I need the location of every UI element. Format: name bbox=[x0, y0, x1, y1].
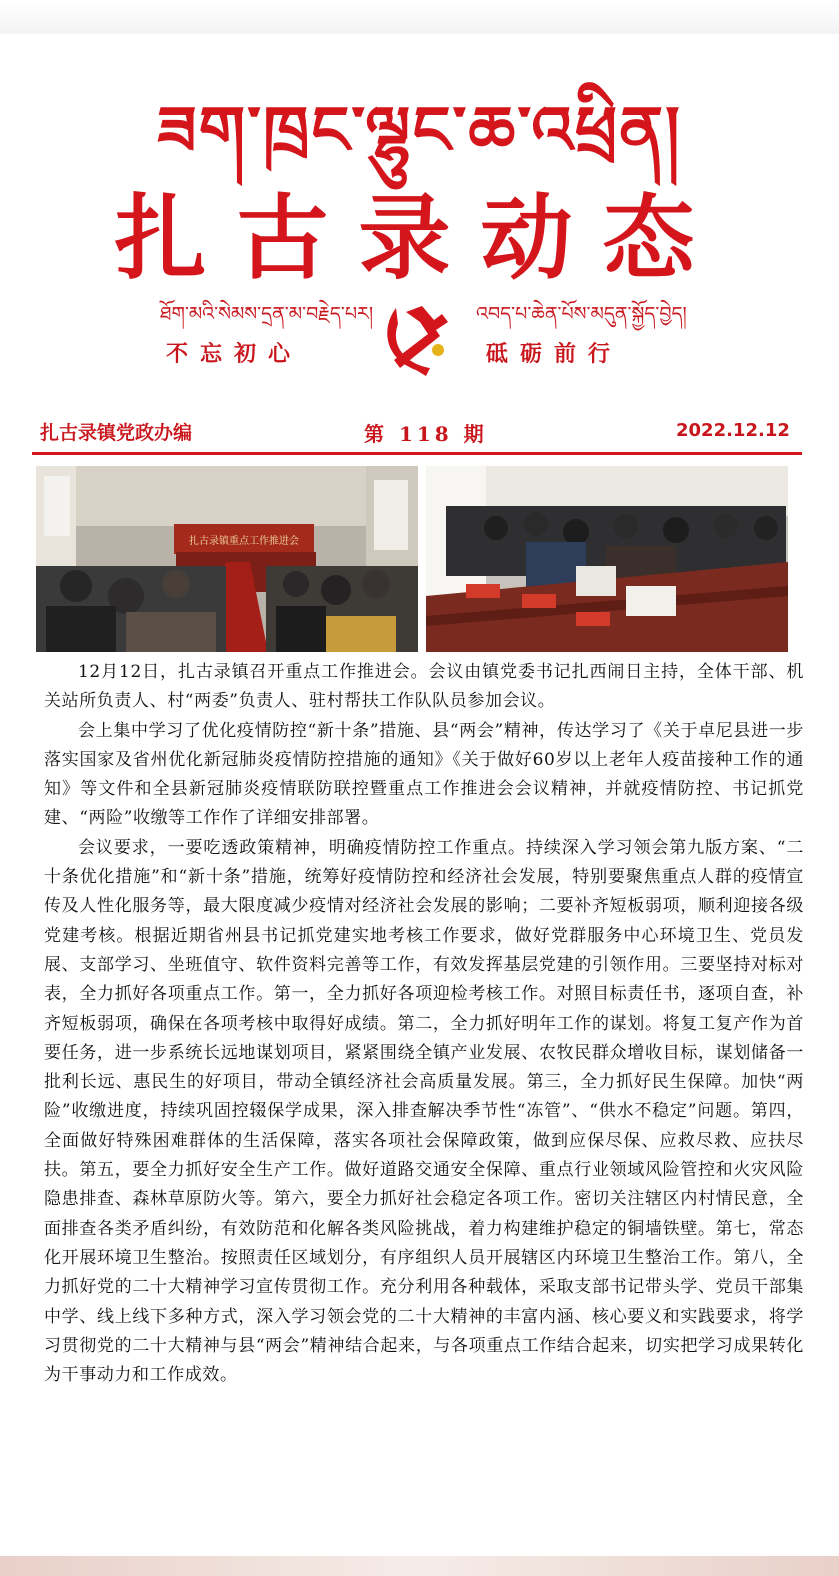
article-body bbox=[44, 658, 804, 1390]
editor-label: 扎古录镇党政办编 bbox=[40, 422, 193, 444]
tibetan-masthead-title: ཟག་ཁྲང་ལྷུང་ཆ་འཕྲིན། bbox=[157, 91, 682, 169]
bottom-bar bbox=[0, 1556, 839, 1576]
meeting-photo-left bbox=[36, 466, 418, 652]
header-divider bbox=[32, 452, 802, 455]
slogan-right: 砥砺前行 bbox=[486, 342, 623, 367]
slogan-tibetan-right: འབད་པ་ཆེན་པོས་མདུན་སྐྱོད་བྱེད། bbox=[476, 303, 687, 325]
party-emblem-icon bbox=[376, 298, 462, 378]
slogan-left: 不忘初心 bbox=[166, 342, 303, 367]
issue-number: 第 118 期 bbox=[364, 422, 488, 446]
article-paragraph: 会上集中学习了优化疫情防控“新十条”措施、县“两会”精神，传达学习了《关于卓尼县进一步落实国家及省州优化新冠肺炎疫情防控措施的通知》《关于做好60岁以上老年人疫苗接种工作的通知》等文件和全县新冠肺炎疫情联防联控暨重点工作推进会会议精神，并就疫情防控、书记抓党建、“两险”收缴等工作作了详细安排部署。 bbox=[44, 720, 804, 829]
banner-text: 扎古录镇重点工作推进会 bbox=[189, 536, 299, 547]
top-bar bbox=[0, 0, 839, 34]
article-paragraph: 12月12日，扎古录镇召开重点工作推进会。会议由镇党委书记扎西闹日主持，全体干部、机关站所负责人、村“两委”负责人、驻村帮扶工作队队员参加会议。 bbox=[44, 662, 804, 712]
slogan-tibetan-left: ཐོག་མའི་སེམས་དྲན་མ་བརྗེད་པར། bbox=[160, 303, 374, 325]
meeting-photo-right bbox=[426, 466, 788, 652]
article-paragraph: 会议要求，一要吃透政策精神，明确疫情防控工作重点。持续深入学习领会第九版方案、“二十条优化措施”和“新十条”措施，统筹好疫情防控和经济社会发展，特别要聚焦重点人群的疫情宣传及人性化服务等，最大限度减少疫情对经济社会发展的影响；二要补齐短板弱项，顺利迎接各级党建考核。根据近期省州县书记抓党建实地考核工作要求，做好党群服务中心环境卫生、党员发展、支部学习、坐班值守、软件资料完善等工作，有效发挥基层党建的引领作用。三要坚持对标对表，全力抓好各项重点工作。第一，全力抓好各项迎检考核工作。对照目标责任书，逐项自查，补齐短板弱项，确保在各项考核中取得好成绩。第二，全力抓好明年工作的谋划。将复工复产作为首要任务，进一步系统长远地谋划项目，紧紧围绕全镇产业发展、农牧民群众增收目标，谋划储备一批利长远、惠民生的好项目，带动全镇经济社会高质量发展。第三，全力抓好民生保障。加快“两险”收缴进度，持续巩固控辍保学成果，深入排查解决季节性“冻管”、“供水不稳定”问题。第四，全面做好特殊困难群体的生活保障，落实各项社会保障政策，做到应保尽保、应救尽救、应扶尽扶。第五，要全力抓好安全生产工作。做好道路交通安全保障、重点行业领域风险管控和火灾风险隐患排查、森林草原防火等。第六，要全力抓好社会稳定各项工作。密切关注辖区内村情民意，全面排查各类矛盾纠纷，有效防范和化解各类风险挑战，着力构建维护稳定的铜墙铁壁。第七，常态化开展环境卫生整治。按照责任区域划分，有序组织人员开展辖区内环境卫生整治工作。第八，全力抓好党的二十大精神学习宣传贯彻工作。充分利用各种载体，采取支部书记带头学、党员干部集中学、线上线下多种方式，深入学习领会党的二十大精神的丰富内涵、核心要义和实践要求，将学习贯彻党的二十大精神与县“两会”精神结合起来，与各项重点工作结合起来，切实把学习成果转化为干事动力和工作成效。 bbox=[44, 837, 804, 1386]
masthead-title: 扎古录动态 bbox=[114, 184, 725, 292]
issue-date: 2022.12.12 bbox=[676, 420, 790, 441]
